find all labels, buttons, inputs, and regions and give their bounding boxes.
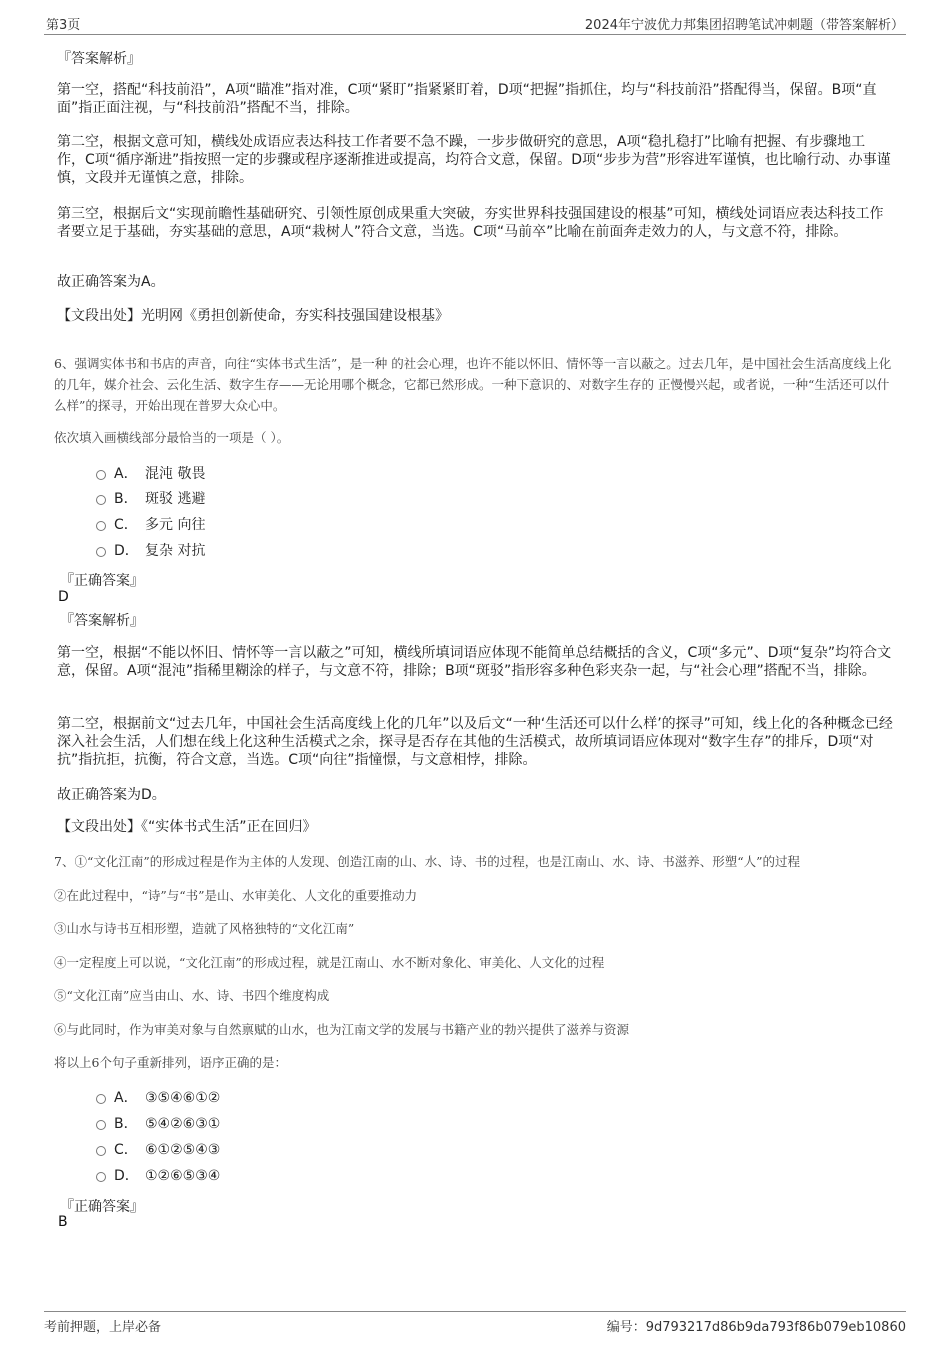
option-letter: D． (114, 1168, 139, 1184)
q7-correct-label: 『正确答案』 (60, 1199, 144, 1215)
radio-icon[interactable] (96, 1172, 106, 1182)
option-text: ③⑤④⑥①② (145, 1090, 221, 1106)
document-title: 2024年宁波优力邦集团招聘笔试冲刺题（带答案解析） (584, 18, 904, 33)
q5-analysis-label: 『答案解析』 (57, 51, 141, 67)
q6-correct-label: 『正确答案』 (60, 573, 144, 589)
option-letter: B． (114, 491, 138, 507)
radio-icon[interactable] (96, 495, 106, 505)
q7-correct-answer: B (58, 1214, 68, 1230)
page-number: 第3页 (46, 18, 81, 33)
option-letter: D． (114, 543, 139, 559)
q6-analysis-para2: 第二空，根据前文“过去几年，中国社会生活高度线上化的几年”以及后文“一种‘生活还可以什么样’的探寻”可知，线上化的各种概念已经深入社会生活，人们想在线上化这种生活模式之余，探寻是否存在其他的生活模式，故所填词语应体现对“数字生存”的排斥，D项“对抗”指抗拒，抗衡，符合文意，当选。C项“向往”指憧憬，与文意相悖，排除。 (57, 716, 893, 768)
radio-icon[interactable] (96, 1146, 106, 1156)
option-letter: C． (114, 1142, 138, 1158)
q6-correct-answer: D (58, 589, 69, 605)
q5-conclusion: 故正确答案为A。 (57, 274, 165, 290)
q7-option-c[interactable] (96, 1140, 220, 1160)
option-letter: C． (114, 517, 138, 533)
q7-sentence-4: ④一定程度上可以说，“文化江南”的形成过程，就是江南山、水不断对象化、审美化、人文化的过程 (54, 955, 605, 970)
q6-conclusion: 故正确答案为D。 (57, 787, 166, 803)
q7-sentence-3: ③山水与诗书互相形塑，造就了风格独特的“文化江南” (54, 921, 355, 936)
option-text: 复杂 对抗 (145, 543, 206, 559)
option-text: 斑驳 逃避 (145, 491, 206, 507)
page-footer (44, 1311, 906, 1336)
q5-analysis-para1: 第一空，搭配“科技前沿”，A项“瞄准”指对准，C项“紧盯”指紧紧盯着，D项“把握”指抓住，均与“科技前沿”搭配得当，保留。B项“直面”指正面注视，与“科技前沿”搭配不当，排除。 (57, 82, 877, 116)
option-text: 多元 向往 (145, 517, 206, 533)
q6-stem: 6、强调实体书和书店的声音，向往“实体书式生活”，是一种 的社会心理，也许不能以怀旧、情怀等一言以蔽之。过去几年，是中国社会生活高度线上化的几年，媒介社会、云化生活、数字生存——无论用哪个概念，它都已然形成。一种下意识的、对数字生存的 正慢慢兴起，或者说，一种“生活还可以什么样”的探寻，开始出现在普罗大众心中。 (54, 356, 892, 413)
q6-source: 【文段出处】《“实体书式生活”正在回归》 (57, 819, 317, 835)
radio-icon[interactable] (96, 521, 106, 531)
q6-option-d[interactable] (96, 541, 205, 561)
q7-sentence-6: ⑥与此同时，作为审美对象与自然禀赋的山水，也为江南文学的发展与书籍产业的勃兴提供了滋养与资源 (54, 1022, 630, 1037)
radio-icon[interactable] (96, 1094, 106, 1104)
document-code: 编号：9d793217d86b9da793f86b079eb10860 (606, 1320, 906, 1335)
q7-sentence-2: ②在此过程中，“诗”与“书”是山、水审美化、人文化的重要推动力 (54, 888, 418, 903)
q5-analysis-para2: 第二空，根据文意可知，横线处成语应表达科技工作者要不急不躁，一步步做研究的意思，A项“稳扎稳打”比喻有把握、有步骤地工作，C项“循序渐进”指按照一定的步骤或程序逐渐推进或提高，均符合文意，保留。D项“步步为营”形容进军谨慎，也比喻行动、办事谨慎，文段并无谨慎之意，排除。 (57, 134, 891, 186)
option-text: 混沌 敬畏 (145, 466, 206, 482)
option-text: ⑤④②⑥③① (145, 1116, 221, 1132)
radio-icon[interactable] (96, 470, 106, 480)
radio-icon[interactable] (96, 547, 106, 557)
q6-analysis-para1: 第一空，根据“不能以怀旧、情怀等一言以蔽之”可知，横线所填词语应体现不能简单总结概括的含义，C项“多元”、D项“复杂”均符合文意，保留。A项“混沌”指稀里糊涂的样子，与文意不符，排除；B项“斑驳”指形容多种色彩夹杂一起，与“社会心理”搭配不当，排除。 (57, 645, 892, 679)
q7-option-a[interactable] (96, 1088, 220, 1108)
footer-slogan: 考前押题，上岸必备 (44, 1320, 162, 1335)
q7-sentence-5: ⑤“文化江南”应当由山、水、诗、书四个维度构成 (54, 988, 330, 1003)
q6-option-a[interactable] (96, 464, 205, 484)
option-text: ①②⑥⑤③④ (145, 1168, 221, 1184)
q6-option-c[interactable] (96, 515, 205, 535)
q7-sentence-1: 7、①“文化江南”的形成过程是作为主体的人发现、创造江南的山、水、诗、书的过程，也是江南山、水、诗、书滋养、形塑“人”的过程 (54, 854, 801, 869)
radio-icon[interactable] (96, 1120, 106, 1130)
q5-source: 【文段出处】光明网《勇担创新使命，夯实科技强国建设根基》 (57, 308, 449, 324)
option-letter: B． (114, 1116, 138, 1132)
q7-option-d[interactable] (96, 1166, 220, 1186)
page-header (44, 12, 906, 35)
q5-analysis-para3: 第三空，根据后文“实现前瞻性基础研究、引领性原创成果重大突破，夯实世界科技强国建设的根基”可知，横线处词语应表达科技工作者要立足于基础，夯实基础的意思，A项“栽树人”符合文意，当选。C项“马前卒”比喻在前面奔走效力的人，与文意不符，排除。 (57, 206, 884, 240)
q6-analysis-label: 『答案解析』 (60, 613, 144, 629)
q6-prompt: 依次填入画横线部分最恰当的一项是（ ）。 (54, 430, 290, 445)
q7-prompt: 将以上6个句子重新排列，语序正确的是： (54, 1055, 287, 1070)
option-text: ⑥①②⑤④③ (145, 1142, 221, 1158)
option-letter: A． (114, 1090, 138, 1106)
q7-option-b[interactable] (96, 1114, 220, 1134)
option-letter: A． (114, 466, 138, 482)
q6-option-b[interactable] (96, 489, 205, 509)
